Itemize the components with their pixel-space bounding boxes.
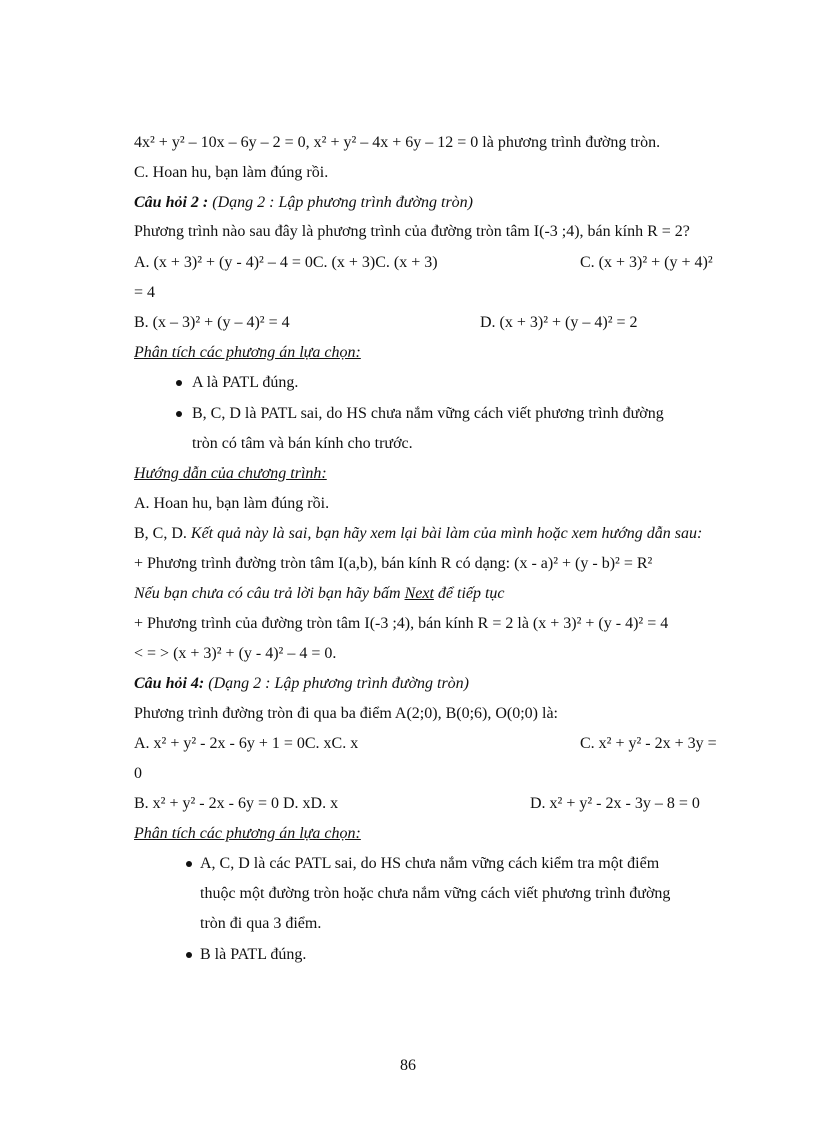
text-line: + Phương trình của đường tròn tâm I(-3 ;4), bán kính R = 2 là (x + 3)² + (y - 4)² = 4 [134,615,669,632]
text-line: < = > (x + 3)² + (y - 4)² – 4 = 0. [134,645,337,662]
option-c: C. (x + 3)² + (y + 4)² [580,254,713,271]
text-line: C. Hoan hu, bạn làm đúng rồi. [134,164,329,181]
option-d: D. x² + y² - 2x - 3y – 8 = 0 [530,795,700,812]
question-title: Câu hỏi 2 : [134,194,209,211]
question-subtitle: (Dạng 2 : Lập phương trình đường tròn) [204,675,470,692]
question-title: Câu hỏi 4: [134,675,205,692]
bullet-icon [186,952,192,958]
question-text: Phương trình nào sau đây là phương trình của đường tròn tâm I(-3 ;4), bán kính R = 2? [134,223,690,240]
analysis-heading: Phân tích các phương án lựa chọn: [134,344,361,361]
text-line: 4x² + y² – 10x – 6y – 2 = 0, x² + y² – 4x + 6y – 12 = 0 là phương trình đường tròn. [134,134,661,151]
option-a: A. x² + y² - 2x - 6y + 1 = 0C. xC. x [134,735,359,752]
question-text: Phương trình đường tròn đi qua ba điểm A(2;0), B(0;6), O(0;0) là: [134,705,558,722]
option-b: B. (x – 3)² + (y – 4)² = 4 [134,314,290,331]
option-d: D. (x + 3)² + (y – 4)² = 2 [480,314,638,331]
text-line [134,584,738,604]
list-item-text: thuộc một đường tròn hoặc chưa nắm vững cách viết phương trình đường [200,885,671,902]
text-italic: Kết quả này là sai, bạn hãy xem lại bài làm của mình hoặc xem hướng dẫn sau: [190,525,703,542]
option-row [134,794,738,814]
option-row [134,313,738,333]
question-2-heading [134,193,738,213]
list-item-text: tròn đi qua 3 điểm. [200,915,322,932]
list-item: A là PATL đúng. [192,374,299,391]
text-line: = 4 [134,284,156,301]
question-4-heading [134,674,738,694]
text-line: 0 [134,765,142,782]
text-line [134,524,738,544]
page-number: 86 [400,1057,416,1074]
text-line: + Phương trình đường tròn tâm I(a,b), bán kính R có dạng: (x - a)² + (y - b)² = R² [134,555,653,572]
bullet-icon [186,861,192,867]
text-prefix: B, C, D. [134,525,191,542]
list-item-text: B, C, D là PATL sai, do HS chưa nắm vững cách viết phương trình đường [192,405,664,422]
bullet-icon [176,411,182,417]
analysis-heading: Phân tích các phương án lựa chọn: [134,825,361,842]
option-b: B. x² + y² - 2x - 6y = 0 D. xD. x [134,795,339,812]
text-line: A. Hoan hu, bạn làm đúng rồi. [134,495,330,512]
text-part: Nếu bạn chưa có câu trả lời bạn hãy bấm [134,585,405,602]
next-link[interactable]: Next [404,585,434,602]
text-part: để tiếp tục [433,585,505,602]
list-item-text: A, C, D là các PATL sai, do HS chưa nắm vững cách kiểm tra một điểm [200,855,660,872]
question-subtitle: (Dạng 2 : Lập phương trình đường tròn) [208,194,474,211]
list-item-text: tròn có tâm và bán kính cho trước. [192,435,413,452]
guide-heading: Hướng dẫn của chương trình: [134,465,327,482]
list-item [192,404,738,424]
list-item-text: B là PATL đúng. [200,946,307,963]
option-row [134,253,738,273]
option-row [134,734,738,754]
bullet-icon [176,380,182,386]
option-a: A. (x + 3)² + (y - 4)² – 4 = 0C. (x + 3)C. (x + 3) [134,254,438,271]
option-c: C. x² + y² - 2x + 3y = [580,735,717,752]
